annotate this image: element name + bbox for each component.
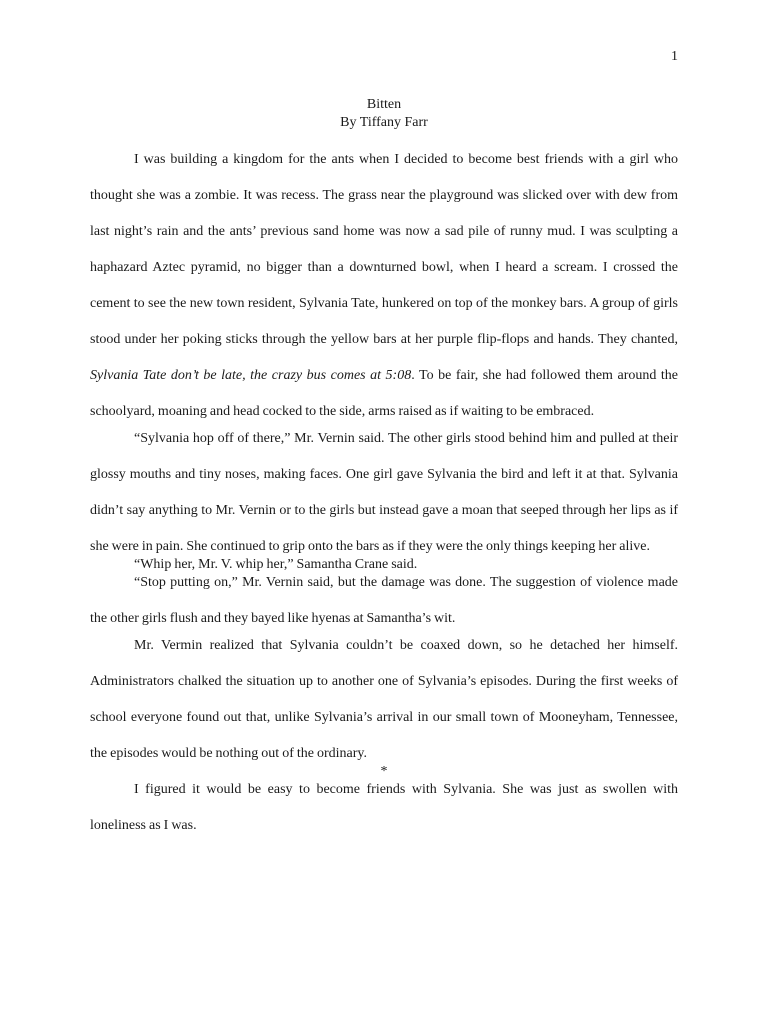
paragraph-6: I figured it would be easy to become friends with Sylvania. She was just as swollen with loneliness as I was.: [90, 782, 678, 833]
paragraph-1-italic-chant: Sylvania Tate don’t be late, the crazy bus comes at 5:08: [90, 368, 412, 383]
paragraph-2: “Sylvania hop off of there,” Mr. Vernin said. The other girls stood behind him and pulled at their glossy mouths and tiny noses, making faces. One girl gave Sylvania the bird and left it at that. Sylvania didn’t say anything to Mr. Vernin or to the girls but instead gave a moan that seeped through her lips as if she were in pain. She continued to grip onto the bars as if they were the only things keeping her alive.: [90, 431, 678, 554]
paragraph-1-text-after: . To be fair, she had followed them around the schoolyard, moaning and head cocked to the side, arms raised as if waiting to be embraced.: [90, 368, 678, 419]
paragraph-1: [90, 142, 678, 430]
title-block: [0, 96, 768, 132]
paragraph-3: “Whip her, Mr. V. whip her,” Samantha Crane said.: [134, 557, 418, 572]
page-number: 1: [671, 49, 678, 64]
story-title: Bitten: [366, 97, 402, 112]
paragraph-5: Mr. Vermin realized that Sylvania couldn’t be coaxed down, so he detached her himself. Administrators chalked the situation up to another one of Sylvania’s episodes. During the first weeks of school everyone found out that, unlike Sylvania’s arrival in our small town of Mooneyham, Tennessee, the episodes would be nothing out of the ordinary.: [90, 638, 678, 761]
story-byline: By Tiffany Farr: [340, 115, 428, 130]
paragraph-1-text-before: I was building a kingdom for the ants when I decided to become best friends with a girl who thought she was a zombie. It was recess. The grass near the playground was slicked over with dew from last night’s rain and the ants’ previous sand home was now a sad pile of runny mud. I was sculpting a haphazard Aztec pyramid, no bigger than a downturned bowl, when I heard a scream. I crossed the cement to see the new town resident, Sylvania Tate, hunkered on top of the monkey bars. A group of girls stood under her poking sticks through the yellow bars at her purple flip-flops and hands. They chanted,: [90, 152, 678, 347]
body-text: [90, 142, 678, 844]
paragraph-4: “Stop putting on,” Mr. Vernin said, but the damage was done. The suggestion of violence made the other girls flush and they bayed like hyenas at Samantha’s wit.: [90, 575, 678, 626]
section-separator: *: [380, 764, 388, 779]
